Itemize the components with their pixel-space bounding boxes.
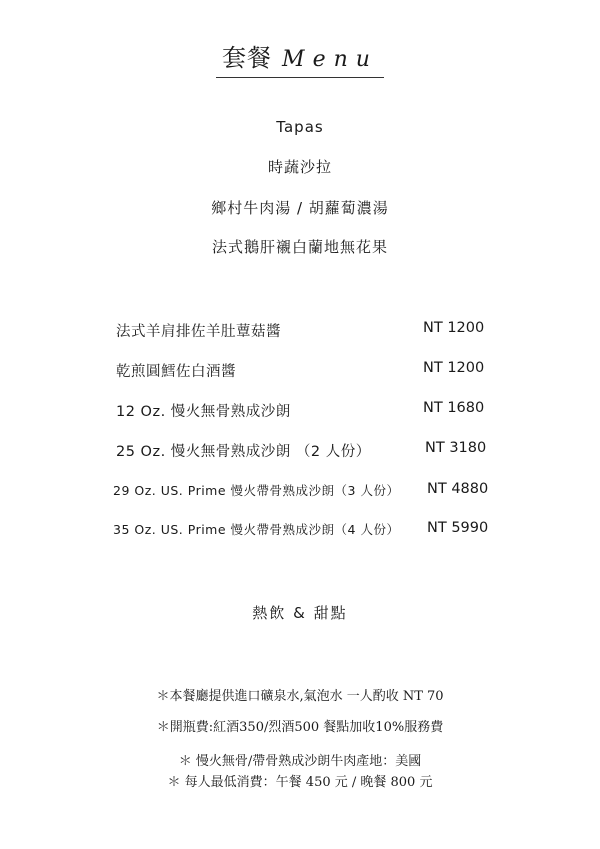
menu-title-chinese: 套餐 xyxy=(222,44,273,72)
course-soup: 鄉村牛肉湯 / 胡蘿蔔濃湯 xyxy=(211,199,389,217)
main-dish-name: 25 Oz. 慢火無骨熟成沙朗 （2 人份） xyxy=(116,444,371,460)
note-beef-origin: ＊ 慢火無骨/帶骨熟成沙朗牛肉產地：美國 xyxy=(178,754,422,769)
menu-title-english: Menu xyxy=(282,47,378,72)
menu-title-underline xyxy=(216,38,384,78)
main-dish-name: 29 Oz. US. Prime 慢火帶骨熟成沙朗（3 人份） xyxy=(113,483,400,498)
note-minimum-charge: ＊ 每人最低消費：午餐 450 元 / 晚餐 800 元 xyxy=(167,775,433,790)
course-salad: 時蔬沙拉 xyxy=(267,158,332,176)
main-dish-name: 35 Oz. US. Prime 慢火帶骨熟成沙朗（4 人份） xyxy=(113,522,400,537)
dessert-section-heading: 熱飲 & 甜點 xyxy=(252,604,348,622)
main-dish-price: NT 1200 xyxy=(423,360,485,376)
main-dish-price: NT 4880 xyxy=(427,481,489,497)
main-dish-name: 12 Oz. 慢火無骨熟成沙朗 xyxy=(116,404,291,420)
menu-title xyxy=(0,38,600,78)
main-dish-price: NT 3180 xyxy=(425,440,487,456)
course-tapas: Tapas xyxy=(276,118,324,136)
main-dish-price: NT 1200 xyxy=(423,320,485,336)
main-dish-price: NT 5990 xyxy=(427,520,489,536)
main-dish-name: 法式羊肩排佐羊肚蕈菇醬 xyxy=(116,324,281,340)
main-dish-name: 乾煎圓鱈佐白酒醬 xyxy=(116,364,236,380)
note-corkage-fee: ＊開瓶費:紅酒350/烈酒500 餐點加收10%服務費 xyxy=(156,720,444,735)
course-foie-gras: 法式鵝肝襯白蘭地無花果 xyxy=(211,238,388,256)
note-mineral-water: ＊本餐廳提供進口礦泉水,氣泡水 一人酌收 NT 70 xyxy=(156,689,444,704)
main-dish-price: NT 1680 xyxy=(423,400,485,416)
